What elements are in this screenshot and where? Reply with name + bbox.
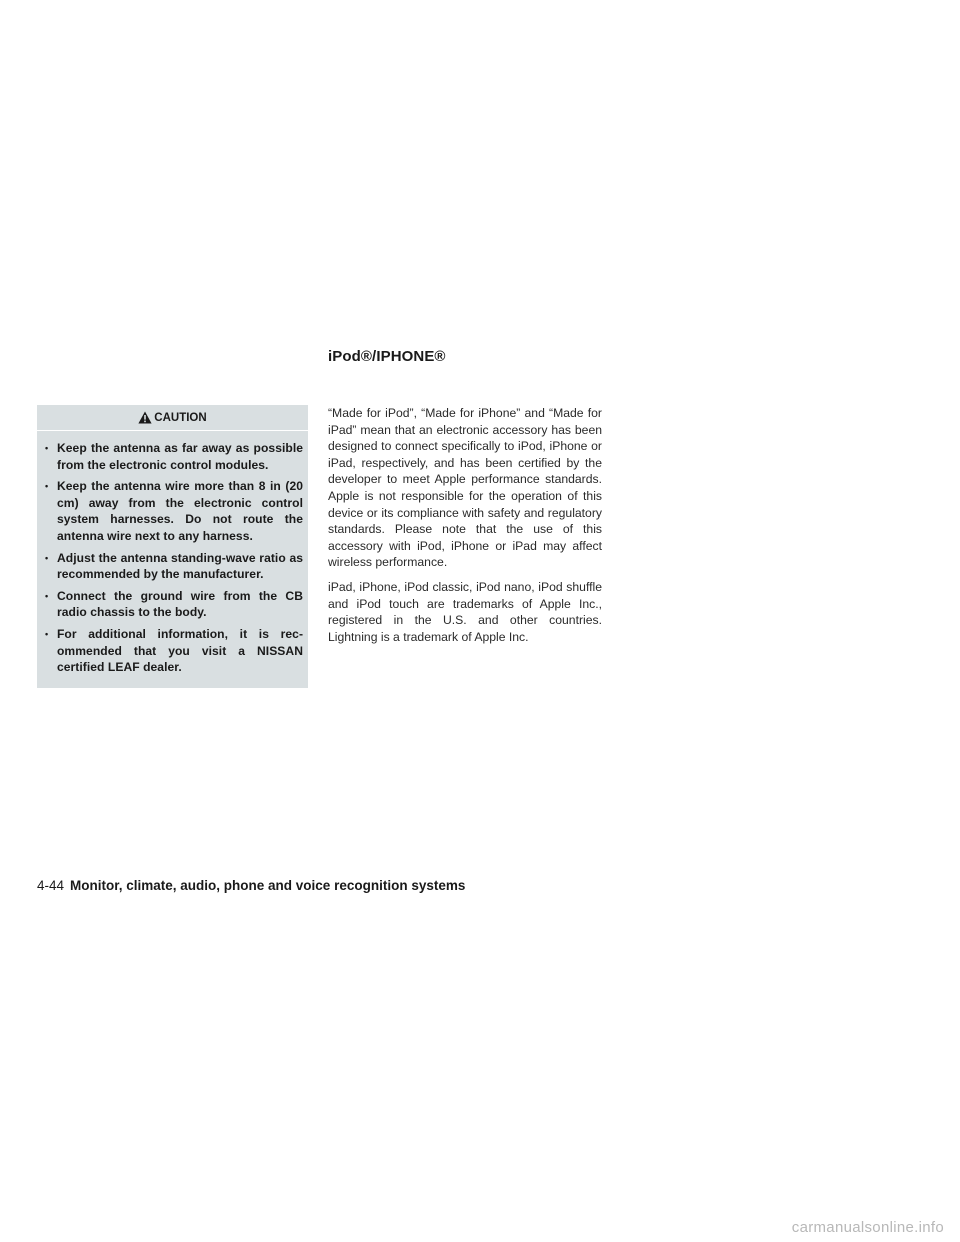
body-paragraph: iPad, iPhone, iPod classic, iPod nano, iPod shuffle and iPod touch are trademarks of Apple Inc., registered in the U.S. and other countries. Lightning is a trademark of Apple Inc.	[328, 579, 602, 644]
caution-item: • Adjust the antenna standing-wave ratio as recommended by the manufacturer.	[45, 550, 303, 583]
section-title: iPod®/IPHONE®	[328, 348, 446, 365]
caution-label: CAUTION	[154, 411, 207, 424]
caution-item: • Connect the ground wire from the CB radio chassis to the body.	[45, 588, 303, 621]
watermark: carmanualsonline.info	[791, 1219, 944, 1236]
page-number: 4-44	[37, 878, 65, 893]
body-text-column	[328, 405, 602, 653]
caution-header	[37, 405, 308, 431]
warning-triangle-icon	[138, 411, 152, 424]
caution-item: • For additional information, it is recommended that you visit a NISSAN certified LEAF dealer.	[45, 626, 303, 676]
caution-box	[37, 405, 308, 688]
caution-item: • Keep the antenna wire more than 8 in (20 cm) away from the electronic control system harnesses. Do not route the antenna wire next to any harness.	[45, 478, 303, 544]
body-paragraph: “Made for iPod”, “Made for iPhone” and “Made for iPad” mean that an electronic accessory has been designed to connect specifically to iPod, iPhone or iPad, respectively, and has been certified by the developer to meet Apple performance standards. Apple is not responsible for the operation of this device or its compliance with safety and regulatory standards. Please note that the use of this accessory with iPod, iPhone or iPad may affect wireless performance.	[328, 406, 602, 570]
chapter-title: Monitor, climate, audio, phone and voice recognition systems	[70, 878, 466, 893]
caution-item: • Keep the antenna as far away as possible from the electronic control modules.	[45, 440, 303, 473]
page-footer	[37, 878, 465, 893]
caution-list	[37, 431, 308, 676]
